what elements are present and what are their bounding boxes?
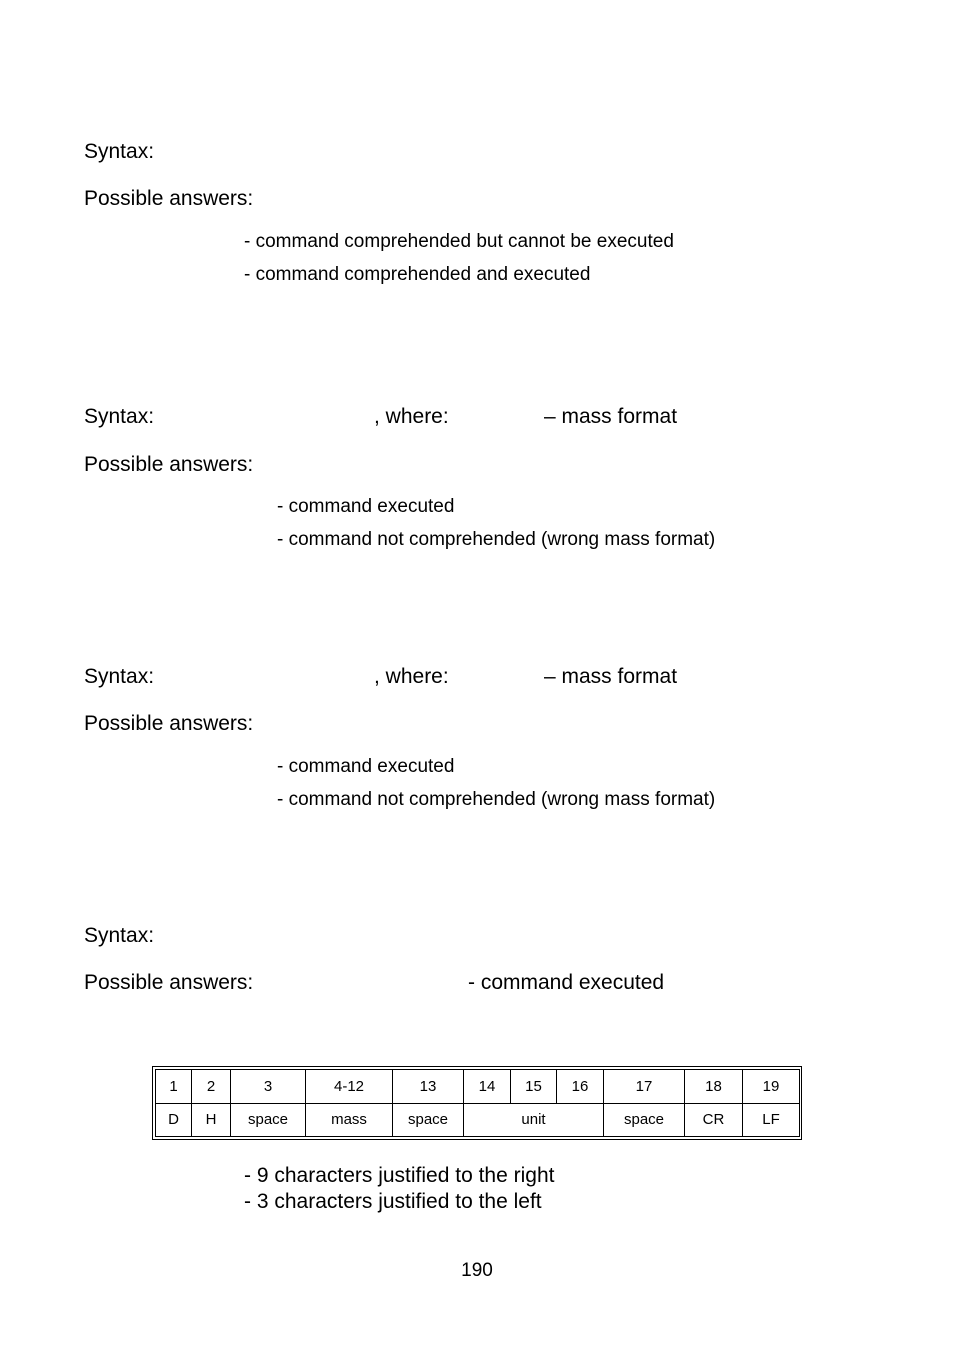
answer-1-2: - command comprehended and executed xyxy=(244,264,591,285)
table-header-cell: 16 xyxy=(557,1070,604,1104)
answer-3-1: - command executed xyxy=(277,756,455,777)
syntax-label-3: Syntax: xyxy=(84,665,155,688)
table-header-cell: 2 xyxy=(192,1070,231,1104)
table-header-row xyxy=(156,1070,800,1104)
possible-answers-label-3: Possible answers: xyxy=(84,712,254,735)
mass-format-label-3: – mass format xyxy=(544,665,678,688)
answer-1-1: - command comprehended but cannot be executed xyxy=(244,231,674,252)
table-header-cell: 1 xyxy=(156,1070,192,1104)
syntax-label-2: Syntax: xyxy=(84,405,155,428)
table-header-cell: 17 xyxy=(604,1070,685,1104)
answer-2-2: - command not comprehended (wrong mass format) xyxy=(277,529,716,550)
table-cell: unit xyxy=(464,1103,604,1137)
table-cell: mass xyxy=(306,1103,393,1137)
table-header-cell: 14 xyxy=(464,1070,511,1104)
table-cell: LF xyxy=(743,1103,800,1137)
table-cell: CR xyxy=(685,1103,743,1137)
table-row xyxy=(156,1103,800,1137)
where-label-2: , where: xyxy=(374,405,449,428)
note-mass: - 9 characters justified to the right xyxy=(244,1164,555,1187)
mass-format-label-2: – mass format xyxy=(544,405,678,428)
syntax-label-4: Syntax: xyxy=(84,924,155,947)
table-header-cell: 18 xyxy=(685,1070,743,1104)
table-cell: H xyxy=(192,1103,231,1137)
syntax-label-1: Syntax: xyxy=(84,140,155,163)
table-cell: space xyxy=(604,1103,685,1137)
table-header-cell: 13 xyxy=(393,1070,464,1104)
possible-answers-label-4: Possible answers: xyxy=(84,971,254,994)
frame-format-table xyxy=(152,1066,802,1140)
table-cell: space xyxy=(393,1103,464,1137)
table-cell: space xyxy=(231,1103,306,1137)
table-cell: D xyxy=(156,1103,192,1137)
possible-answers-label-1: Possible answers: xyxy=(84,187,254,210)
answer-4-1: - command executed xyxy=(468,971,665,994)
table-header-cell: 3 xyxy=(231,1070,306,1104)
page-number: 190 xyxy=(461,1260,493,1281)
possible-answers-label-2: Possible answers: xyxy=(84,453,254,476)
table-header-cell: 4-12 xyxy=(306,1070,393,1104)
table-header-cell: 15 xyxy=(511,1070,557,1104)
note-unit: - 3 characters justified to the left xyxy=(244,1190,542,1213)
table-header-cell: 19 xyxy=(743,1070,800,1104)
answer-2-1: - command executed xyxy=(277,496,455,517)
answer-3-2: - command not comprehended (wrong mass format) xyxy=(277,789,716,810)
where-label-3: , where: xyxy=(374,665,449,688)
